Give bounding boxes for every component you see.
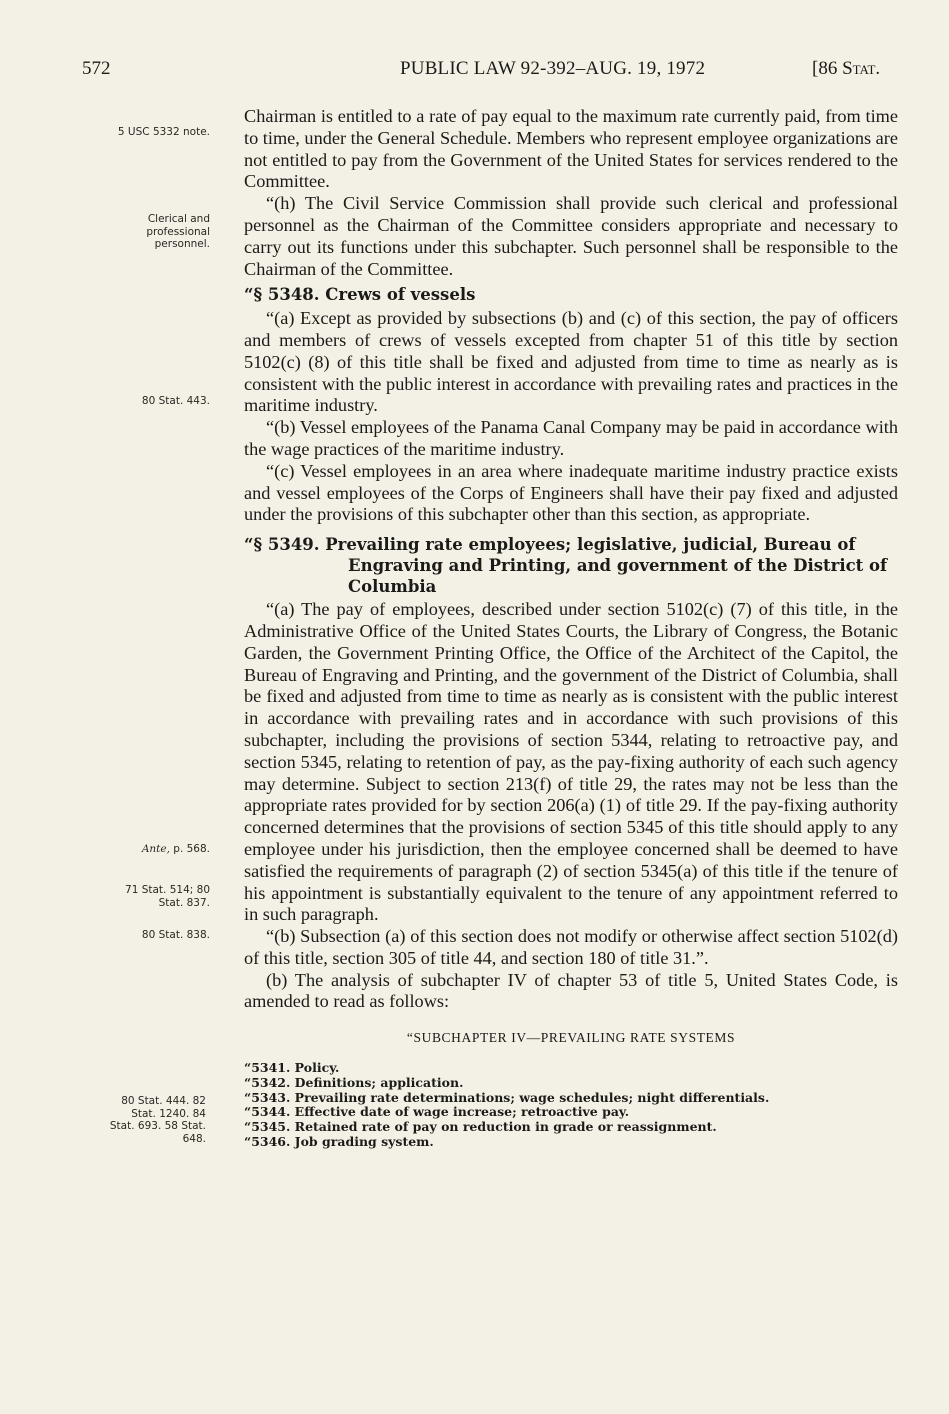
margin-note-71-stat: 71 Stat. 514; 80 Stat. 837. <box>125 884 210 909</box>
ante-page: p. 568. <box>169 843 210 855</box>
paragraph: “(a) Except as provided by subsections (b) and (c) of this section, the pay of officers and members of crews of vessels excepted from chapter 51 of this title by section 5102(c) (8) of this title shall be fixed and adjusted from time to time as nearly as is consistent with the public interest in accordance with prevailing rates and practices in the maritime industry. <box>244 308 898 416</box>
paragraph: “(b) Vessel employees of the Panama Canal Company may be paid in accordance with the wage practices of the maritime industry. <box>244 417 898 459</box>
margin-note-clerical: Clerical and professional personnel. <box>146 213 210 250</box>
margin-note-80-stat-443: 80 Stat. 443. <box>141 395 210 407</box>
body-text <box>244 106 898 1150</box>
stat-suffix: Stat. <box>842 58 881 79</box>
paragraph: Chairman is entitled to a rate of pay equal to the maximum rate currently paid, from time to time, under the General Schedule. Members who represent employee organizations are not entitled to pay from the Government of the United States for services rendered to the Committee. <box>244 106 899 192</box>
subchapter-heading: “SUBCHAPTER IV—PREVAILING RATE SYSTEMS <box>406 1030 736 1046</box>
section-heading-5349: “§ 5349. Prevailing rate employees; legislative, judicial, Bureau of Engraving and Printing, and government of the District of Columbia <box>244 535 888 597</box>
page-number: 572 <box>82 58 111 79</box>
paragraph: “(c) Vessel employees in an area where inadequate maritime industry practice exists and vessel employees of the Corps of Engineers shall have their pay fixed and adjusted under the provisions of this subchapter other than this section, as appropriate. <box>244 460 898 525</box>
toc-entry: “5346. Job grading system. <box>244 1134 434 1150</box>
table-of-sections <box>244 1061 898 1150</box>
paragraph: “(h) The Civil Service Commission shall provide such clerical and professional personnel as the Chairman of the Committee considers appropriate and necessary to carry out its functions under this subchapter. Such personnel shall be responsible to the Chairman of the Committee. <box>244 193 898 279</box>
margin-note-usc: 5 USC 5332 note. <box>117 126 210 138</box>
paragraph: “(a) The pay of employees, described under section 5102(c) (7) of this title, in the Administrative Office of the United States Courts, the Library of Congress, the Botanic Garden, the Government Printing Office, the Office of the Architect of the Capitol, the Bureau of Engraving and Printing, and the government of the District of Columbia, shall be fixed and adjusted from time to time as nearly as is consistent with the public interest in accordance with prevailing rates and in accordance with such provisions of this subchapter, including the provisions of section 5344, relating to retroactive pay, and section 5345, relating to retention of pay, as the pay-fixing authority of each such agency may determine. Subject to section 213(f) of title 29, the rates may not be less than the appropriate rates provided for by section 206(a) (1) of title 29. If the pay-fixing authority concerned determines that the provisions of section 5345 of this title should apply to any employee under his jurisdiction, then the employee concerned shall be deemed to have satisfied the requirements of paragraph (2) of section 5345(a) of this title if the tenure of his appointment is substantially equivalent to the tenure of any appointment referred to in such paragraph. <box>244 599 898 925</box>
toc-entry: “5344. Effective date of wage increase; retroactive pay. <box>244 1104 630 1120</box>
ante-word: Ante, <box>141 843 170 855</box>
toc-entry: “5341. Policy. <box>244 1060 340 1076</box>
stat-prefix: [86 <box>812 58 843 79</box>
toc-entry: “5343. Prevailing rate determinations; wage schedules; night differentials. <box>244 1089 770 1105</box>
margin-note-80-stat-838: 80 Stat. 838. <box>141 929 210 941</box>
running-head: PUBLIC LAW 92-392–AUG. 19, 1972 <box>400 58 706 79</box>
margin-note-stat-list: 80 Stat. 444. 82 Stat. 1240. 84 Stat. 693. 58 Stat. 648. <box>109 1095 206 1145</box>
paragraph: (b) The analysis of subchapter IV of chapter 53 of title 5, United States Code, is amended to read as follows: <box>244 969 898 1012</box>
toc-entry: “5342. Definitions; application. <box>244 1074 464 1090</box>
margin-note-ante <box>60 843 210 856</box>
section-heading-5348: “§ 5348. Crews of vessels <box>244 285 476 305</box>
paragraph: “(b) Subsection (a) of this section does not modify or otherwise affect section 5102(d) of this title, section 305 of title 44, and section 180 of title 31.”. <box>244 926 898 968</box>
toc-entry: “5345. Retained rate of pay on reduction in grade or reassignment. <box>244 1119 717 1135</box>
stat-reference <box>812 58 880 80</box>
